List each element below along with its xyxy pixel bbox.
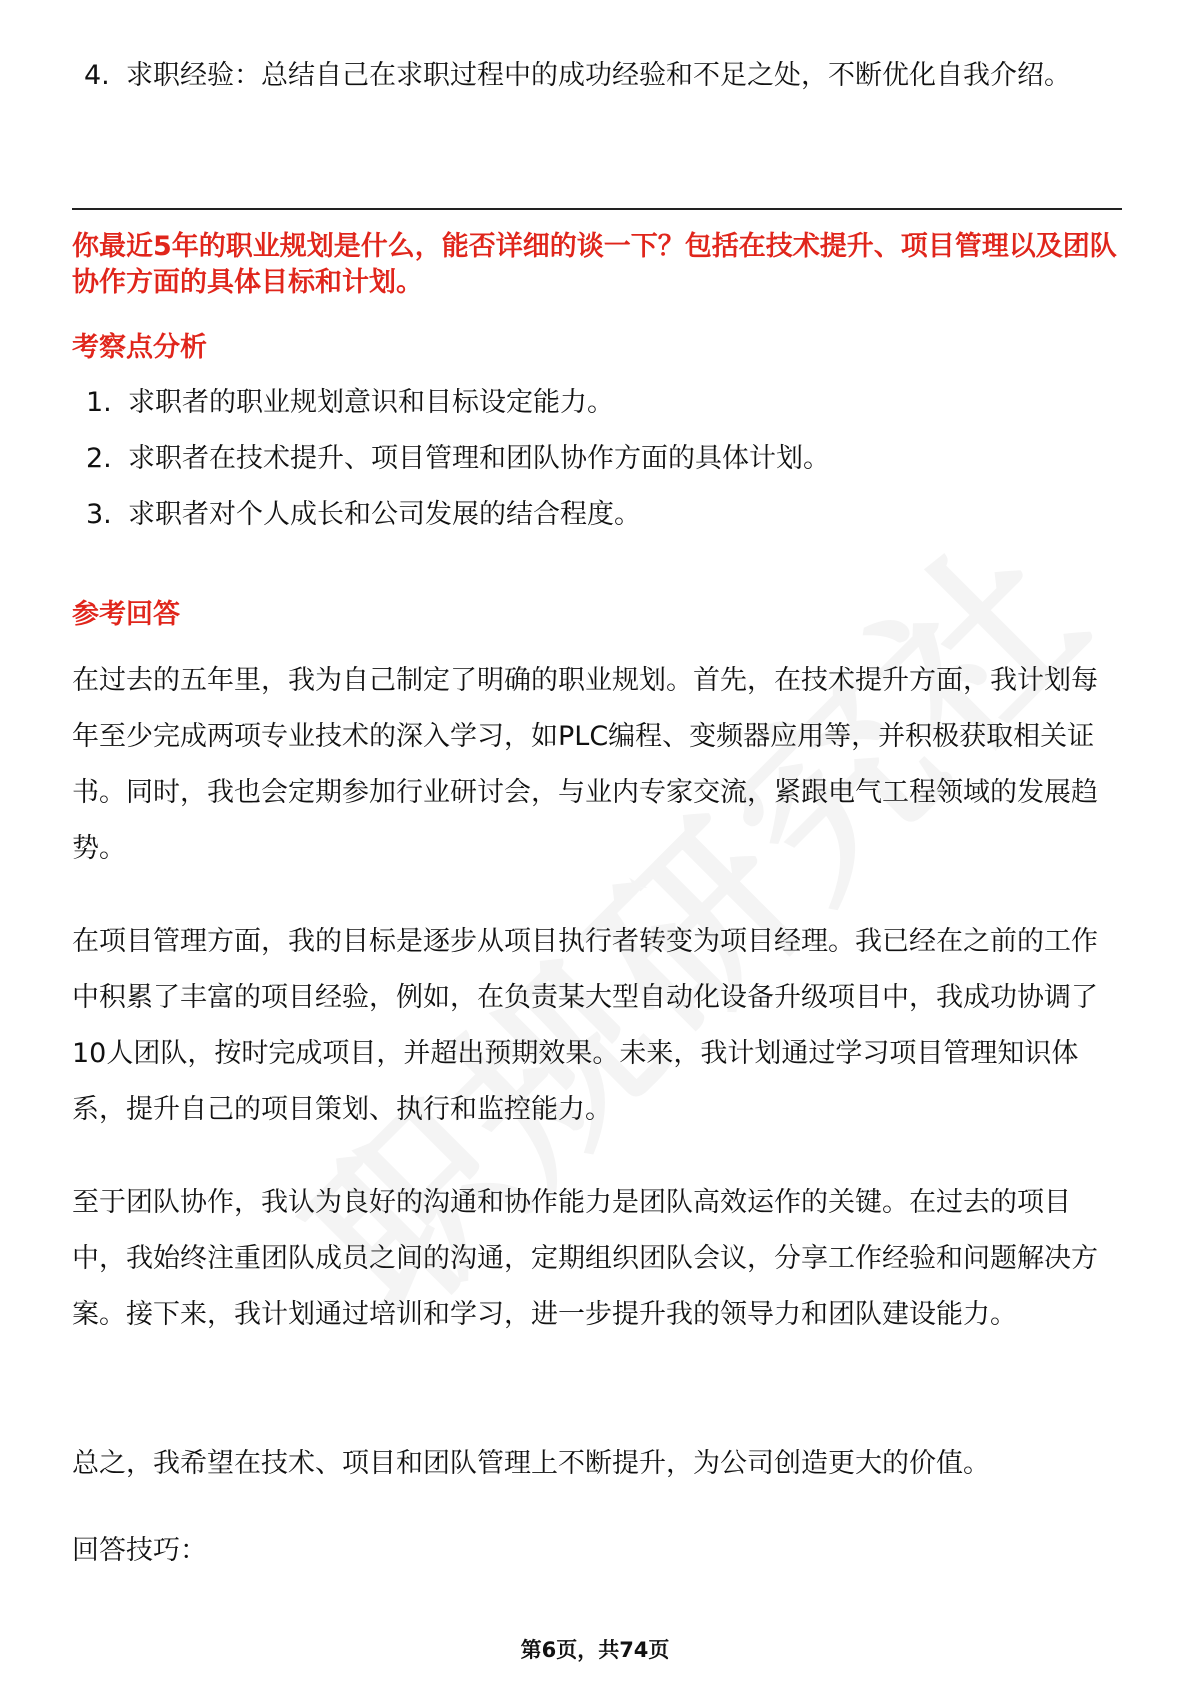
answer-tips-label: 回答技巧： xyxy=(72,1535,207,1566)
interview-question: 你最近5年的职业规划是什么，能否详细的谈一下？包括在技术提升、项目管理以及团队协作方面的具体目标和计划。 xyxy=(72,231,1117,298)
list-item-text: 求职经验：总结自己在求职过程中的成功经验和不足之处，不断优化自我介绍。 xyxy=(126,60,1071,91)
list-item xyxy=(84,50,1094,102)
list-item xyxy=(86,389,1086,416)
answer-paragraph: 在项目管理方面，我的目标是逐步从项目执行者转变为项目经理。我已经在之前的工作中积累了丰富的项目经验，例如，在负责某大型自动化设备升级项目中，我成功协调了10人团队，按时完成项目，并超出预期效果。未来，我计划通过学习项目管理知识体系，提升自己的项目策划、执行和监控能力。 xyxy=(72,926,1098,1126)
continued-list xyxy=(84,50,1094,102)
list-item xyxy=(86,501,1086,528)
answer-heading: 参考回答 xyxy=(72,599,180,630)
page-number: 第6页，共74页 xyxy=(520,1638,670,1662)
list-item xyxy=(86,445,1086,472)
answer-paragraph: 总之，我希望在技术、项目和团队管理上不断提升，为公司创造更大的价值。 xyxy=(72,1448,990,1479)
list-item-number: 1. xyxy=(86,387,112,418)
answer-paragraph: 在过去的五年里，我为自己制定了明确的职业规划。首先，在技术提升方面，我计划每年至少完成两项专业技术的深入学习，如PLC编程、变频器应用等，并积极获取相关证书。同时，我也会定期参加行业研讨会，与业内专家交流，紧跟电气工程领域的发展趋势。 xyxy=(72,665,1098,865)
section-divider xyxy=(72,208,1122,210)
list-item-text: 求职者对个人成长和公司发展的结合程度。 xyxy=(128,499,641,530)
list-item-text: 求职者在技术提升、项目管理和团队协作方面的具体计划。 xyxy=(128,443,830,474)
list-item-number: 4. xyxy=(84,60,110,91)
list-item-number: 2. xyxy=(86,443,112,474)
list-item-text: 求职者的职业规划意识和目标设定能力。 xyxy=(128,387,614,418)
analysis-list xyxy=(86,389,1086,557)
analysis-heading: 考察点分析 xyxy=(72,332,207,363)
answer-paragraph: 至于团队协作，我认为良好的沟通和协作能力是团队高效运作的关键。在过去的项目中，我始终注重团队成员之间的沟通，定期组织团队会议，分享工作经验和问题解决方案。接下来，我计划通过培训和学习，进一步提升我的领导力和团队建设能力。 xyxy=(72,1187,1098,1331)
list-item-number: 3. xyxy=(86,499,112,530)
